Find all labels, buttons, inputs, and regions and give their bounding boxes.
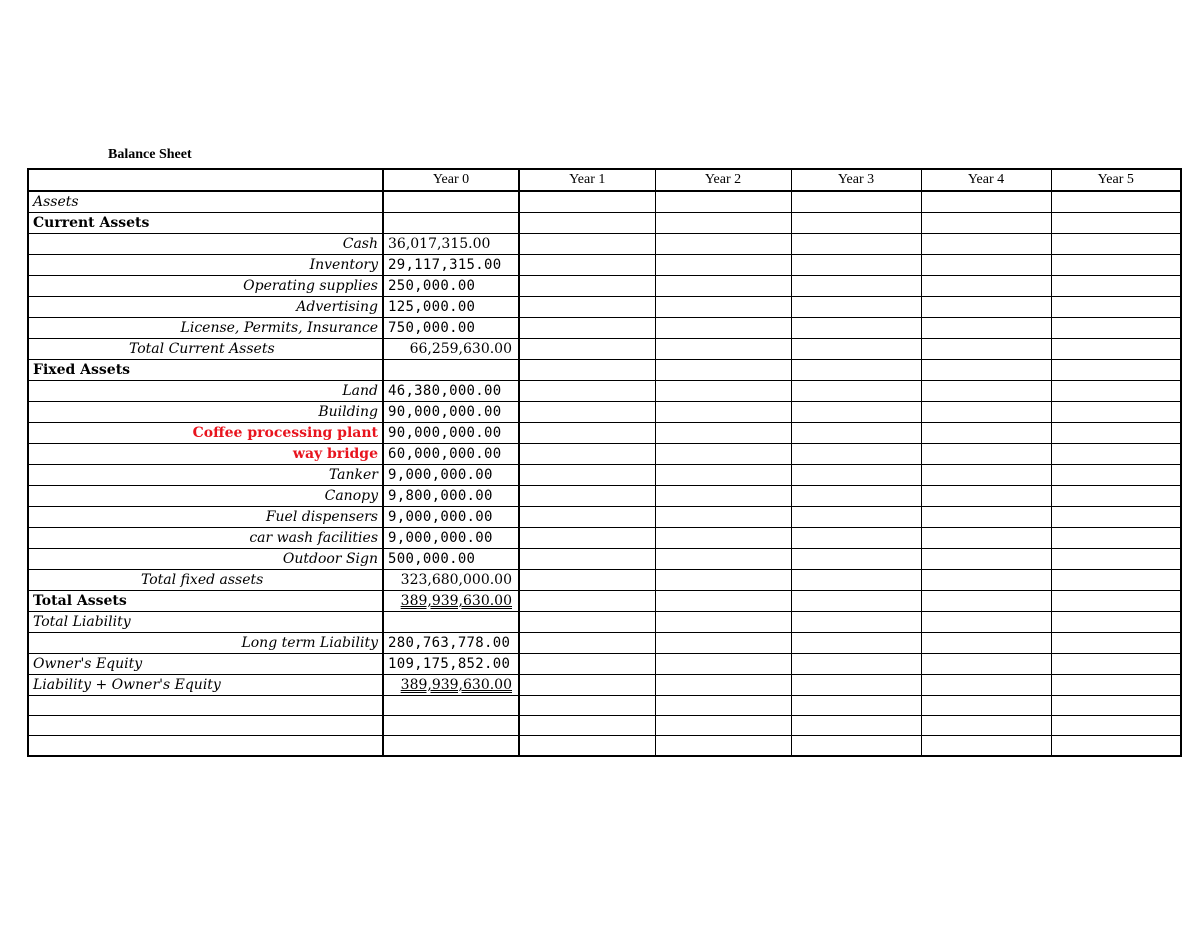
empty-year-cell <box>519 591 655 612</box>
table-row <box>28 402 1181 423</box>
empty-year-cell <box>655 423 791 444</box>
table-row <box>28 318 1181 339</box>
empty-year-cell <box>791 276 921 297</box>
empty-year-cell <box>921 191 1051 213</box>
empty-year-cell <box>519 402 655 423</box>
empty-year-cell <box>921 318 1051 339</box>
row-label-fuel-dispensers: Fuel dispensers <box>28 507 383 528</box>
empty-year-cell <box>1051 654 1181 675</box>
row-label-total-current-assets: Total Current Assets <box>28 339 383 360</box>
empty-year-cell <box>519 465 655 486</box>
empty-year-cell <box>519 381 655 402</box>
table-row <box>28 486 1181 507</box>
sheet-title: Balance Sheet <box>108 147 192 162</box>
row-label-car-wash-facilities: car wash facilities <box>28 528 383 549</box>
empty-year-cell <box>921 736 1051 756</box>
year0-value <box>383 716 519 736</box>
year0-value: 125,000.00 <box>383 297 519 318</box>
year0-value: 90,000,000.00 <box>383 423 519 444</box>
empty-year-cell <box>791 423 921 444</box>
empty-year-cell <box>655 402 791 423</box>
table-row <box>28 716 1181 736</box>
year0-value <box>383 213 519 234</box>
empty-year-cell <box>921 402 1051 423</box>
empty-year-cell <box>1051 423 1181 444</box>
empty-year-cell <box>791 465 921 486</box>
balance-sheet-table <box>27 168 1182 757</box>
empty-year-cell <box>655 570 791 591</box>
year0-value: 60,000,000.00 <box>383 444 519 465</box>
header-row <box>28 169 1181 191</box>
empty-year-cell <box>1051 318 1181 339</box>
table-row <box>28 339 1181 360</box>
empty-year-cell <box>791 191 921 213</box>
empty-year-cell <box>1051 255 1181 276</box>
empty-year-cell <box>655 612 791 633</box>
empty-year-cell <box>655 549 791 570</box>
empty-year-cell <box>1051 191 1181 213</box>
year0-value: 90,000,000.00 <box>383 402 519 423</box>
empty-year-cell <box>1051 675 1181 696</box>
empty-year-cell <box>791 360 921 381</box>
year0-value: 9,000,000.00 <box>383 465 519 486</box>
year0-value: 66,259,630.00 <box>383 339 519 360</box>
year0-value: 280,763,778.00 <box>383 633 519 654</box>
row-label-coffee-processing-plant: Coffee processing plant <box>28 423 383 444</box>
empty-year-cell <box>1051 381 1181 402</box>
row-label-total-liability: Total Liability <box>28 612 383 633</box>
empty-year-cell <box>1051 297 1181 318</box>
empty-year-cell <box>1051 213 1181 234</box>
empty-year-cell <box>655 255 791 276</box>
row-label-advertising: Advertising <box>28 297 383 318</box>
header-year-3: Year 3 <box>791 169 921 191</box>
empty-year-cell <box>655 591 791 612</box>
year0-value: 9,800,000.00 <box>383 486 519 507</box>
empty-year-cell <box>921 716 1051 736</box>
empty-year-cell <box>791 675 921 696</box>
empty-year-cell <box>791 654 921 675</box>
empty-year-cell <box>791 507 921 528</box>
empty-year-cell <box>921 255 1051 276</box>
empty-year-cell <box>921 675 1051 696</box>
empty-year-cell <box>1051 486 1181 507</box>
empty-year-cell <box>655 486 791 507</box>
empty-year-cell <box>1051 591 1181 612</box>
empty-year-cell <box>921 486 1051 507</box>
year0-value <box>383 612 519 633</box>
empty-year-cell <box>519 297 655 318</box>
empty-year-cell <box>1051 549 1181 570</box>
table-row <box>28 591 1181 612</box>
table-row <box>28 736 1181 756</box>
empty-year-cell <box>655 507 791 528</box>
empty-year-cell <box>519 234 655 255</box>
header-year-4: Year 4 <box>921 169 1051 191</box>
table-row <box>28 696 1181 716</box>
empty-year-cell <box>655 191 791 213</box>
table-row <box>28 276 1181 297</box>
empty-year-cell <box>921 465 1051 486</box>
empty-year-cell <box>791 612 921 633</box>
table-row <box>28 549 1181 570</box>
empty-year-cell <box>1051 570 1181 591</box>
empty-year-cell <box>655 633 791 654</box>
header-year-1: Year 1 <box>519 169 655 191</box>
empty-year-cell <box>1051 234 1181 255</box>
empty-year-cell <box>519 549 655 570</box>
empty-year-cell <box>655 297 791 318</box>
table-row <box>28 570 1181 591</box>
table-row <box>28 360 1181 381</box>
year0-value: 323,680,000.00 <box>383 570 519 591</box>
row-label-assets: Assets <box>28 191 383 213</box>
empty-year-cell <box>1051 339 1181 360</box>
empty-year-cell <box>791 255 921 276</box>
empty-year-cell <box>921 360 1051 381</box>
empty-year-cell <box>921 444 1051 465</box>
row-label-tanker: Tanker <box>28 465 383 486</box>
empty-year-cell <box>519 213 655 234</box>
table-row <box>28 234 1181 255</box>
row-label-license: License, Permits, Insurance <box>28 318 383 339</box>
year0-value: 389,939,630.00 <box>400 593 512 609</box>
row-label-outdoor-sign: Outdoor Sign <box>28 549 383 570</box>
empty-year-cell <box>1051 633 1181 654</box>
year0-value: 36,017,315.00 <box>383 234 519 255</box>
year0-value: 500,000.00 <box>383 549 519 570</box>
empty-year-cell <box>791 318 921 339</box>
year0-value: 9,000,000.00 <box>383 528 519 549</box>
empty-year-cell <box>791 736 921 756</box>
empty-year-cell <box>519 633 655 654</box>
empty-year-cell <box>519 696 655 716</box>
empty-year-cell <box>921 297 1051 318</box>
empty-year-cell <box>791 633 921 654</box>
empty-year-cell <box>791 528 921 549</box>
table-row <box>28 528 1181 549</box>
empty-year-cell <box>921 654 1051 675</box>
year0-value: 29,117,315.00 <box>383 255 519 276</box>
table-row <box>28 675 1181 696</box>
empty-year-cell <box>519 423 655 444</box>
empty-year-cell <box>655 213 791 234</box>
empty-year-cell <box>1051 736 1181 756</box>
table-row <box>28 633 1181 654</box>
table-row <box>28 465 1181 486</box>
empty-year-cell <box>791 696 921 716</box>
empty-year-cell <box>519 528 655 549</box>
empty-year-cell <box>655 339 791 360</box>
table-row <box>28 213 1181 234</box>
row-label-canopy: Canopy <box>28 486 383 507</box>
empty-year-cell <box>791 234 921 255</box>
empty-year-cell <box>655 318 791 339</box>
empty-year-cell <box>1051 716 1181 736</box>
row-label-building: Building <box>28 402 383 423</box>
empty-year-cell <box>921 612 1051 633</box>
empty-year-cell <box>791 549 921 570</box>
empty-year-cell <box>791 570 921 591</box>
empty-year-cell <box>519 339 655 360</box>
year0-value <box>383 360 519 381</box>
year0-value: 250,000.00 <box>383 276 519 297</box>
header-year-5: Year 5 <box>1051 169 1181 191</box>
empty-year-cell <box>519 360 655 381</box>
year0-value: 750,000.00 <box>383 318 519 339</box>
empty-year-cell <box>791 486 921 507</box>
empty-year-cell <box>519 191 655 213</box>
row-label-liability-plus-equity: Liability + Owner's Equity <box>28 675 383 696</box>
empty-year-cell <box>655 360 791 381</box>
empty-year-cell <box>519 736 655 756</box>
empty-year-cell <box>519 570 655 591</box>
empty-year-cell <box>519 507 655 528</box>
year0-value: 9,000,000.00 <box>383 507 519 528</box>
table-row <box>28 191 1181 213</box>
empty-year-cell <box>921 591 1051 612</box>
row-label-land: Land <box>28 381 383 402</box>
empty-year-cell <box>921 276 1051 297</box>
table-row <box>28 507 1181 528</box>
row-label-total-assets: Total Assets <box>28 591 383 612</box>
empty-year-cell <box>1051 360 1181 381</box>
header-label-cell <box>28 169 383 191</box>
empty-year-cell <box>921 423 1051 444</box>
table-row <box>28 612 1181 633</box>
table-row <box>28 444 1181 465</box>
empty-year-cell <box>655 234 791 255</box>
empty-year-cell <box>519 716 655 736</box>
empty-label <box>28 696 383 716</box>
empty-year-cell <box>655 465 791 486</box>
empty-year-cell <box>1051 465 1181 486</box>
empty-year-cell <box>519 654 655 675</box>
empty-year-cell <box>519 255 655 276</box>
empty-year-cell <box>655 654 791 675</box>
empty-year-cell <box>519 444 655 465</box>
row-label-fixed-assets: Fixed Assets <box>28 360 383 381</box>
empty-label <box>28 736 383 756</box>
empty-year-cell <box>921 633 1051 654</box>
empty-year-cell <box>1051 507 1181 528</box>
row-label-cash: Cash <box>28 234 383 255</box>
row-label-way-bridge: way bridge <box>28 444 383 465</box>
empty-year-cell <box>921 696 1051 716</box>
year0-value-cell <box>383 675 519 696</box>
empty-year-cell <box>655 675 791 696</box>
row-label-operating-supplies: Operating supplies <box>28 276 383 297</box>
empty-year-cell <box>1051 528 1181 549</box>
empty-year-cell <box>791 591 921 612</box>
header-year-2: Year 2 <box>655 169 791 191</box>
row-label-owners-equity: Owner's Equity <box>28 654 383 675</box>
empty-year-cell <box>1051 402 1181 423</box>
empty-year-cell <box>1051 696 1181 716</box>
year0-value-cell <box>383 591 519 612</box>
empty-year-cell <box>791 716 921 736</box>
empty-year-cell <box>791 444 921 465</box>
empty-year-cell <box>1051 444 1181 465</box>
table-row <box>28 423 1181 444</box>
empty-year-cell <box>791 213 921 234</box>
empty-year-cell <box>1051 276 1181 297</box>
year0-value: 46,380,000.00 <box>383 381 519 402</box>
empty-year-cell <box>921 570 1051 591</box>
empty-year-cell <box>921 213 1051 234</box>
row-label-total-fixed-assets: Total fixed assets <box>28 570 383 591</box>
empty-year-cell <box>921 339 1051 360</box>
empty-year-cell <box>791 402 921 423</box>
row-label-inventory: Inventory <box>28 255 383 276</box>
header-year-0: Year 0 <box>383 169 519 191</box>
empty-label <box>28 716 383 736</box>
empty-year-cell <box>791 339 921 360</box>
empty-year-cell <box>791 297 921 318</box>
year0-value: 109,175,852.00 <box>383 654 519 675</box>
table-row <box>28 381 1181 402</box>
table-row <box>28 255 1181 276</box>
empty-year-cell <box>655 276 791 297</box>
empty-year-cell <box>921 381 1051 402</box>
empty-year-cell <box>791 381 921 402</box>
empty-year-cell <box>519 612 655 633</box>
year0-value <box>383 696 519 716</box>
empty-year-cell <box>921 507 1051 528</box>
empty-year-cell <box>655 381 791 402</box>
empty-year-cell <box>519 276 655 297</box>
table-row <box>28 297 1181 318</box>
empty-year-cell <box>1051 612 1181 633</box>
year0-value <box>383 736 519 756</box>
year0-value: 389,939,630.00 <box>400 677 512 693</box>
empty-year-cell <box>519 486 655 507</box>
table-row <box>28 654 1181 675</box>
empty-year-cell <box>921 234 1051 255</box>
empty-year-cell <box>655 716 791 736</box>
empty-year-cell <box>519 318 655 339</box>
empty-year-cell <box>519 675 655 696</box>
empty-year-cell <box>655 736 791 756</box>
row-label-long-term-liability: Long term Liability <box>28 633 383 654</box>
year0-value <box>383 191 519 213</box>
empty-year-cell <box>655 696 791 716</box>
empty-year-cell <box>921 549 1051 570</box>
row-label-current-assets: Current Assets <box>28 213 383 234</box>
empty-year-cell <box>655 528 791 549</box>
empty-year-cell <box>655 444 791 465</box>
empty-year-cell <box>921 528 1051 549</box>
